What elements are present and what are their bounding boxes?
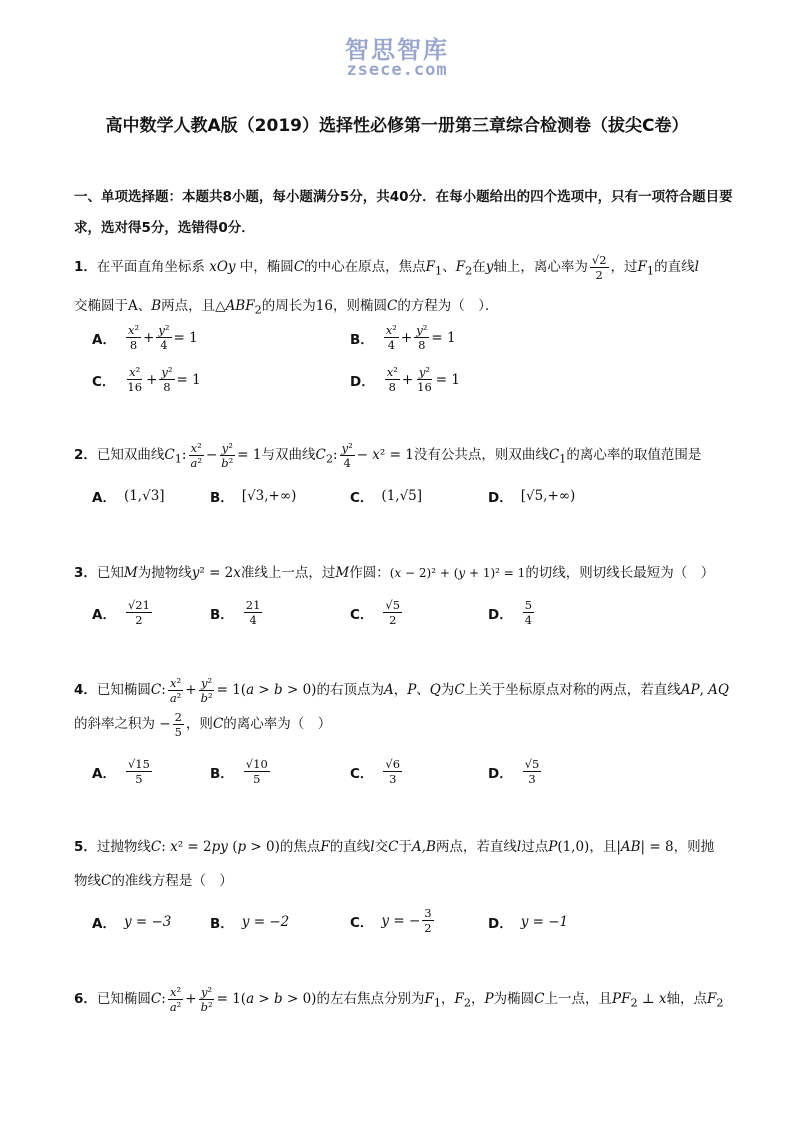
question-number: 5． <box>74 839 97 855</box>
q2-option-d[interactable]: D． [√5,+∞) <box>488 488 576 506</box>
question-5: 5．过抛物线C: x² = 2py (p > 0)的焦点F的直线l交C于A,B两点，若直线l过点P(1,0)，且|AB| = 8，则抛 物线C的准线方程是（ ） <box>74 839 715 889</box>
q1-option-a[interactable]: A． $\frac{\text{x²}}{8}$ + $\frac{\text{y²}}{4}$ = 1 <box>92 323 198 352</box>
q2-option-a[interactable]: A． (1,√3] <box>92 488 165 506</box>
q5-option-c[interactable]: C． y = − $\frac{3}{2}$ <box>350 906 432 935</box>
q3-option-a[interactable]: A． $\frac{√21}{2}$ <box>92 598 150 627</box>
document-title: 高中数学人教A版（2019）选择性必修第一册第三章综合检测卷（拔尖C卷） <box>105 116 689 136</box>
question-3: 3．已知M为抛物线y² = 2x准线上一点，过M作圆：(x − 2)² + (y + 1)² = 1的切线，则切线长最短为（ ） <box>74 565 715 581</box>
q3-option-b[interactable]: B． $\frac{21}{4}$ <box>210 598 261 627</box>
q1-option-b[interactable]: B． $\frac{\text{x²}}{4}$ + $\frac{\text{y²}}{8}$ = 1 <box>350 323 456 352</box>
question-number: 2． <box>74 447 97 463</box>
q2-option-b[interactable]: B． [√3,+∞) <box>210 488 297 506</box>
question-number: 1． <box>74 259 97 275</box>
q2-option-c[interactable]: C． (1,√5] <box>350 488 423 506</box>
question-6: 6．已知椭圆C: $\frac{\text{x²}}{\text{a²}}$ + $\frac{\text{y²}}{\text{b²}}$ = 1(a > b > 0)的左右焦点分别为$F_1$，$F_2$，P为椭圆C上一点，且$PF_2$ ⊥ x轴，点$F_2$ <box>74 985 724 1014</box>
q5-option-d[interactable]: D． y = −1 <box>488 914 569 932</box>
q4-option-b[interactable]: B． $\frac{√10}{5}$ <box>210 757 268 786</box>
question-4: 4．已知椭圆C: $\frac{\text{x²}}{\text{a²}}$ + $\frac{\text{y²}}{\text{b²}}$ = 1(a > b > 0)的右顶点为A，P、Q为C上关于坐标原点对称的两点，若直线AP, AQ 的斜率之积为 − $\frac{2}{5}$ ，则C的离心率为（ ） <box>74 676 729 739</box>
q4-option-a[interactable]: A． $\frac{√15}{5}$ <box>92 757 150 786</box>
q3-option-d[interactable]: D． $\frac{5}{4}$ <box>488 598 533 627</box>
question-1: 1．在平面直角坐标系 xOy 中，椭圆C的中心在原点，焦点$F_1$、$F_2$在y轴上，离心率为 $\frac{√2}{2}$ ，过$F_1$的直线l 交椭圆于A、B两点，且$\triangle ABF_2$的周长为16，则椭圆C的方程为（ ）． <box>74 253 699 317</box>
q3-option-c[interactable]: C． $\frac{√5}{2}$ <box>350 598 401 627</box>
question-2: 2．已知双曲线$C_1$: $\frac{\text{x²}}{\text{a²}}$ − $\frac{\text{y²}}{\text{b²}}$ = 1与双曲线$C_2$: $\frac{\text{y²}}{4}$ − x² = 1没有公共点，则双曲线$C_1$的离心率的取值范围是 <box>74 441 702 470</box>
q5-option-a[interactable]: A． y = −3 <box>92 914 172 932</box>
watermark-url: zsece.com <box>346 60 448 80</box>
q1-option-d[interactable]: D． $\frac{\text{x²}}{8}$ + $\frac{\text{y²}}{16}$ = 1 <box>350 365 460 394</box>
question-number: 3． <box>74 565 97 581</box>
q1-option-c[interactable]: C． $\frac{\text{x²}}{16}$ + $\frac{\text{y²}}{8}$ = 1 <box>92 365 201 394</box>
q5-option-b[interactable]: B． y = −2 <box>210 914 290 932</box>
watermark-logo: 智思智库 <box>345 36 449 64</box>
q4-option-d[interactable]: D． $\frac{√5}{3}$ <box>488 757 540 786</box>
section-instructions: 一、单项选择题：本题共8小题，每小题满分5分，共40分．在每小题给出的四个选项中，只有一项符合题目要求，选对得5分，选错得0分． <box>74 189 733 236</box>
q4-option-c[interactable]: C． $\frac{√6}{3}$ <box>350 757 401 786</box>
question-number: 6． <box>74 991 97 1007</box>
question-number: 4． <box>74 682 97 698</box>
